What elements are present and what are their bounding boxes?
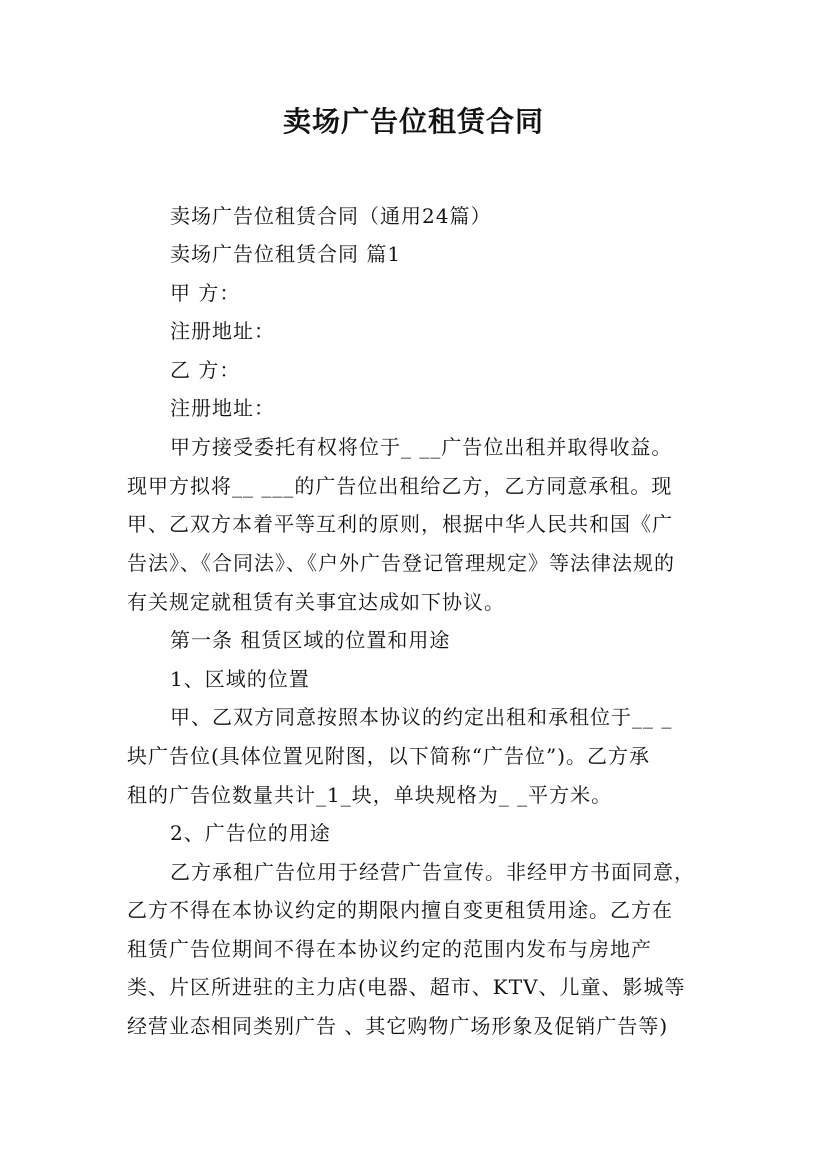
paragraph-line: 乙方不得在本协议约定的期限内擅自变更租赁用途。乙方在	[127, 898, 673, 922]
article-heading: 第一条 租赁区域的位置和用途	[170, 628, 451, 652]
party-b-address-label: 注册地址：	[170, 396, 275, 420]
paragraph-line: 租赁广告位期间不得在本协议约定的范围内发布与房地产	[127, 937, 652, 961]
paragraph-line: 经营业态相同类别广告 、其它购物广场形象及促销广告等)	[127, 1014, 669, 1038]
paragraph-line: 告法》、《合同法》、《户外广告登记管理规定》等法律法规的	[127, 551, 675, 575]
subtitle-line: 卖场广告位租赁合同（通用24篇）	[170, 204, 492, 228]
paragraph-line: 租的广告位数量共计_1_块，单块规格为_ _平方米。	[127, 783, 613, 807]
document-title: 卖场广告位租赁合同	[282, 105, 544, 138]
paragraph-line: 块广告位(具体位置见附图，以下简称“广告位”)。乙方承	[127, 744, 651, 768]
paragraph-line: 甲、乙双方本着平等互利的原则，根据中华人民共和国《广	[127, 512, 673, 536]
paragraph-line: 甲、乙双方同意按照本协议的约定出租和承租位于__ _	[170, 705, 673, 729]
paragraph-line: 类、片区所进驻的主力店(电器、超市、KTV、儿童、影城等	[127, 975, 686, 999]
party-a-label: 甲 方：	[170, 281, 241, 305]
subsection-heading: 2、广告位的用途	[170, 821, 331, 845]
paragraph-line: 现甲方拟将__ ___的广告位出租给乙方，乙方同意承租。现	[127, 474, 673, 498]
subsection-heading: 1、区域的位置	[170, 667, 310, 691]
section-heading: 卖场广告位租赁合同 篇1	[170, 242, 402, 266]
party-a-address-label: 注册地址：	[170, 319, 275, 343]
paragraph-line: 甲方接受委托有权将位于_ __广告位出租并取得收益。	[170, 435, 673, 459]
paragraph-line: 有关规定就租赁有关事宜达成如下协议。	[127, 590, 505, 614]
paragraph-line: 乙方承租广告位用于经营广告宣传。非经甲方书面同意，	[170, 860, 695, 884]
party-b-label: 乙 方：	[170, 358, 241, 382]
